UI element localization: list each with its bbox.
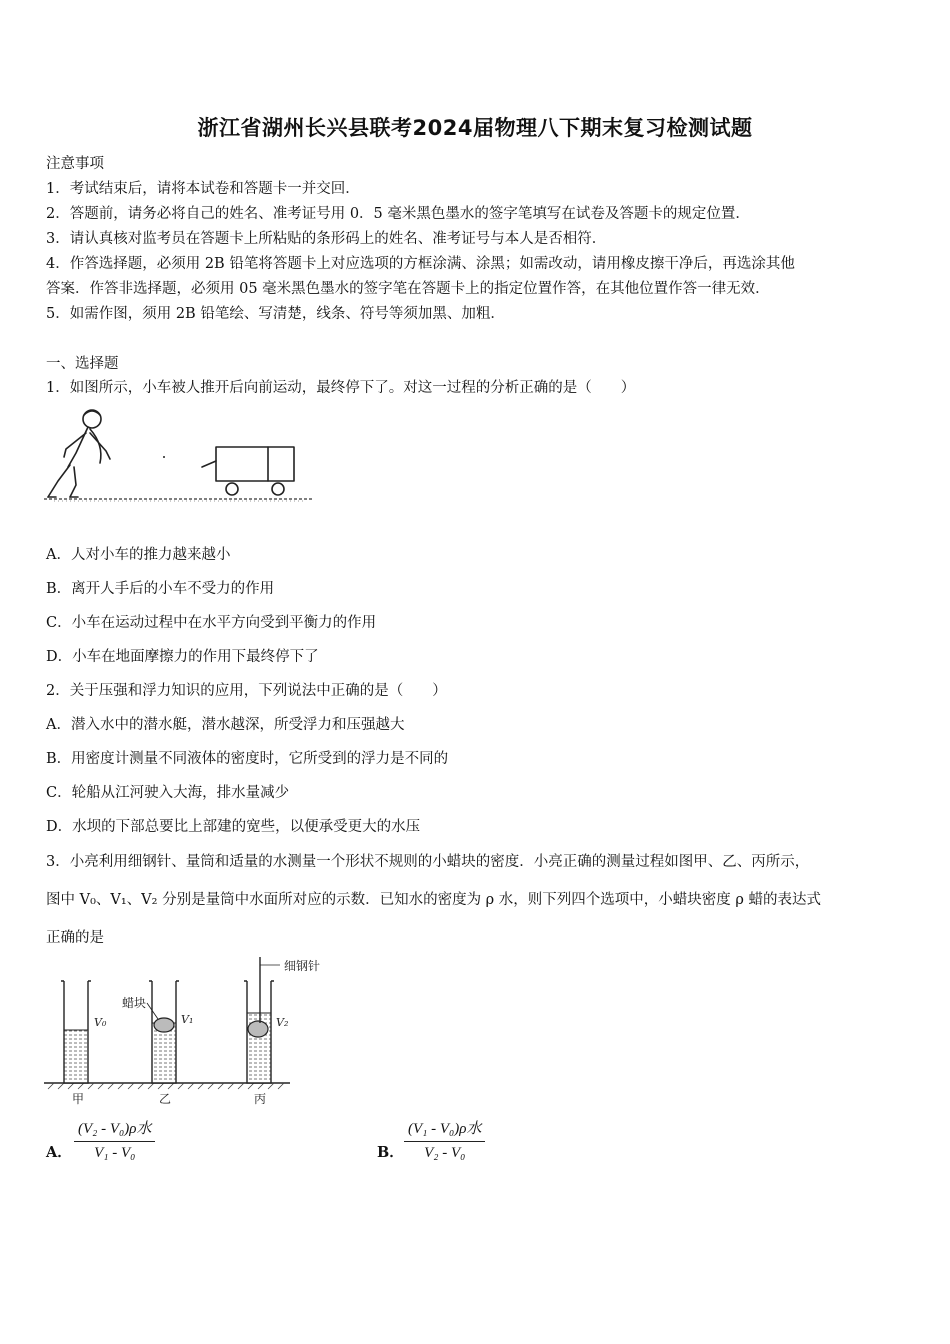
section-heading: 一、选择题 — [46, 356, 119, 372]
q3-option-b-denominator: V₂ - V₀ — [424, 1145, 466, 1161]
q1-option-d: D．小车在地面摩擦力的作用下最终停下了 — [46, 649, 319, 665]
cylinder-label-bing: 丙 — [254, 1092, 267, 1105]
q1-option-b: B．离开人手后的小车不受力的作用 — [46, 581, 275, 597]
q2-option-b: B．用密度计测量不同液体的密度时，它所受到的浮力是不同的 — [46, 751, 449, 767]
q3-option-b-label: B． — [377, 1144, 404, 1161]
question-3-stem-end: 正确的是 — [46, 930, 104, 946]
cylinder-label-jia: 甲 — [72, 1092, 85, 1105]
wax-label: 蜡块 — [122, 996, 147, 1010]
q2-option-d: D．水坝的下部总要比上部建的宽些，以便承受更大的水压 — [46, 819, 421, 835]
person-pushing-cart-figure — [44, 405, 324, 510]
volume-label-v0: V₀ — [94, 1016, 107, 1029]
notice-heading: 注意事项 — [46, 156, 104, 172]
q3-option-a-formula — [74, 1117, 155, 1162]
question-3-stem-cont: 图中 V₀、V₁、V₂ 分别是量筒中水面所对应的示数．已知水的密度为 ρ 水，则下列四个选项中，小蜡块密度 ρ 蜡的表达式 — [46, 892, 822, 908]
q2-option-a: A．潜入水中的潜水艇，潜水越深，所受浮力和压强越大 — [46, 717, 405, 733]
notice-item: 2．答题前，请务必将自己的姓名、准考证号用 0．5 毫米黑色墨水的签字笔填写在试卷及答题卡的规定位置． — [46, 206, 750, 222]
q2-option-c: C．轮船从江河驶入大海，排水量减少 — [46, 785, 290, 801]
measuring-cylinders-figure — [44, 953, 344, 1105]
volume-label-v2: V₂ — [276, 1016, 289, 1029]
q3-option-a-numerator: (V₂ - V₀)ρ水 — [74, 1117, 155, 1142]
notice-item: 3．请认真核对监考员在答题卡上所粘贴的条形码上的姓名、准考证号与本人是否相符． — [46, 231, 607, 247]
q1-option-a: A．人对小车的推力越来越小 — [46, 547, 231, 563]
q3-option-a-denominator: V₁ - V₀ — [94, 1145, 136, 1161]
notice-item: 答案．作答非选择题，必须用 05 毫米黑色墨水的签字笔在答题卡上的指定位置作答，在其他位置作答一律无效． — [46, 281, 770, 297]
page-title: 浙江省湖州长兴县联考2024届物理八下期末复习检测试题 — [197, 116, 753, 140]
needle-label: 细钢针 — [284, 959, 321, 973]
question-1-stem: 1．如图所示，小车被人推开后向前运动，最终停下了。对这一过程的分析正确的是（ ） — [46, 380, 636, 396]
notice-item: 4．作答选择题，必须用 2B 铅笔将答题卡上对应选项的方框涂满、涂黑；如需改动，请用橡皮擦干净后，再选涂其他 — [46, 256, 795, 272]
cylinder-label-yi: 乙 — [159, 1092, 172, 1105]
notice-item: 1．考试结束后，请将本试卷和答题卡一并交回． — [46, 181, 360, 197]
question-2-stem: 2．关于压强和浮力知识的应用，下列说法中正确的是（ ） — [46, 683, 447, 699]
q3-option-b-numerator: (V₁ - V₀)ρ水 — [404, 1117, 485, 1142]
q3-option-a-label: A． — [46, 1144, 72, 1161]
question-3-stem: 3．小亮利用细钢针、量筒和适量的水测量一个形状不规则的小蜡块的密度．小亮正确的测量过程如图甲、乙、丙所示， — [46, 854, 810, 870]
q1-option-c: C．小车在运动过程中在水平方向受到平衡力的作用 — [46, 615, 377, 631]
q3-option-b-formula — [404, 1117, 485, 1162]
notice-item: 5．如需作图，须用 2B 铅笔绘、写清楚，线条、符号等须加黑、加粗． — [46, 306, 505, 322]
volume-label-v1: V₁ — [181, 1013, 194, 1026]
